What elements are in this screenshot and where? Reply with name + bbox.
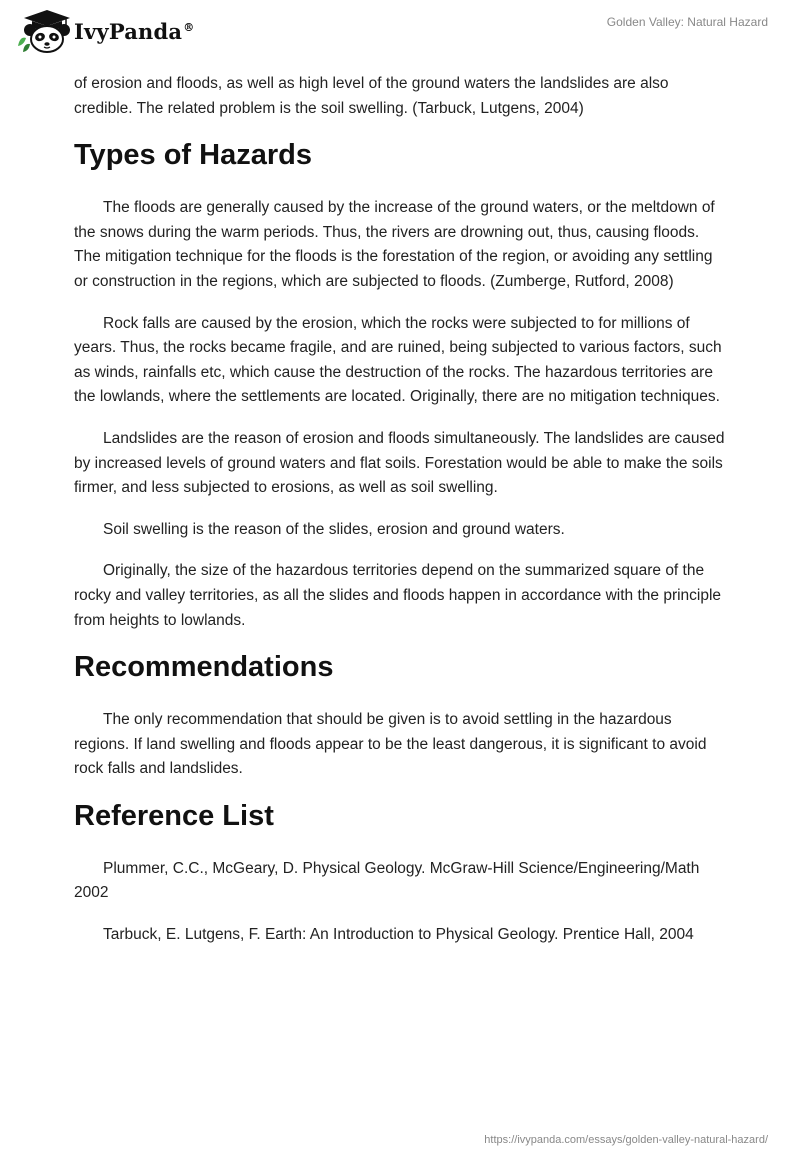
paragraph-territory-size: Originally, the size of the hazardous territories depend on the summarized square of the rocky and valley territories, as all the slides and floods happen in accordance with the principle from heights to lowlands. — [74, 562, 722, 629]
reference-item: Tarbuck, E. Lutgens, F. Earth: An Introduction to Physical Geology. Prentice Hall, 2004 — [103, 926, 694, 944]
ivypanda-logo[interactable] — [14, 8, 194, 54]
essay-content — [74, 72, 729, 965]
types-of-hazards-heading: Types of Hazards — [74, 139, 312, 172]
document-title: Golden Valley: Natural Hazard — [606, 15, 768, 29]
source-url[interactable]: https://ivypanda.com/essays/golden-valley-natural-hazard/ — [484, 1134, 768, 1146]
page-header — [0, 0, 800, 60]
reference-item: Plummer, C.C., McGeary, D. Physical Geology. McGraw-Hill Science/Engineering/Math 2002 — [74, 859, 700, 902]
logo-text: IvyPanda® — [74, 18, 195, 44]
intro-paragraph: of erosion and floods, as well as high level of the ground waters the landslides are also credible. The related problem is the soil swelling. (Tarbuck, Lutgens, 2004) — [74, 75, 669, 117]
reference-list-heading: Reference List — [74, 799, 274, 832]
paragraph-floods: The floods are generally caused by the increase of the ground waters, or the meltdown of the snows during the warm periods. Thus, the rivers are drowning out, thus, causing floods. The mitigation technique for the floods is the forestation of the region, or avoiding any settling or construction in the regions, which are subjected to floods. (Zumberge, Rutford, 2008) — [74, 199, 715, 290]
paragraph-rock-falls: Rock falls are caused by the erosion, which the rocks were subjected to for millions of years. Thus, the rocks became fragile, and are ruined, being subjected to various factors, such as winds, rainfalls etc, which cause the destruction of the rocks. The hazardous territories are the lowlands, where the settlements are located. Originally, there are no mitigation techniques. — [74, 314, 722, 406]
paragraph-soil-swelling: Soil swelling is the reason of the slides, erosion and ground waters. — [103, 520, 565, 538]
paragraph-landslides: Landslides are the reason of erosion and floods simultaneously. The landslides are caused by increased levels of ground waters and flat soils. Forestation would be able to make the soils firmer, and less subjected to erosions, as well as soil swelling. — [74, 429, 725, 497]
paragraph-recommendation: The only recommendation that should be given is to avoid settling in the hazardous regions. If land swelling and floods appear to be the least dangerous, it is significant to avoid rock falls and landslides. — [74, 711, 707, 778]
recommendations-heading: Recommendations — [74, 651, 334, 684]
panda-graduate-icon — [14, 8, 72, 54]
